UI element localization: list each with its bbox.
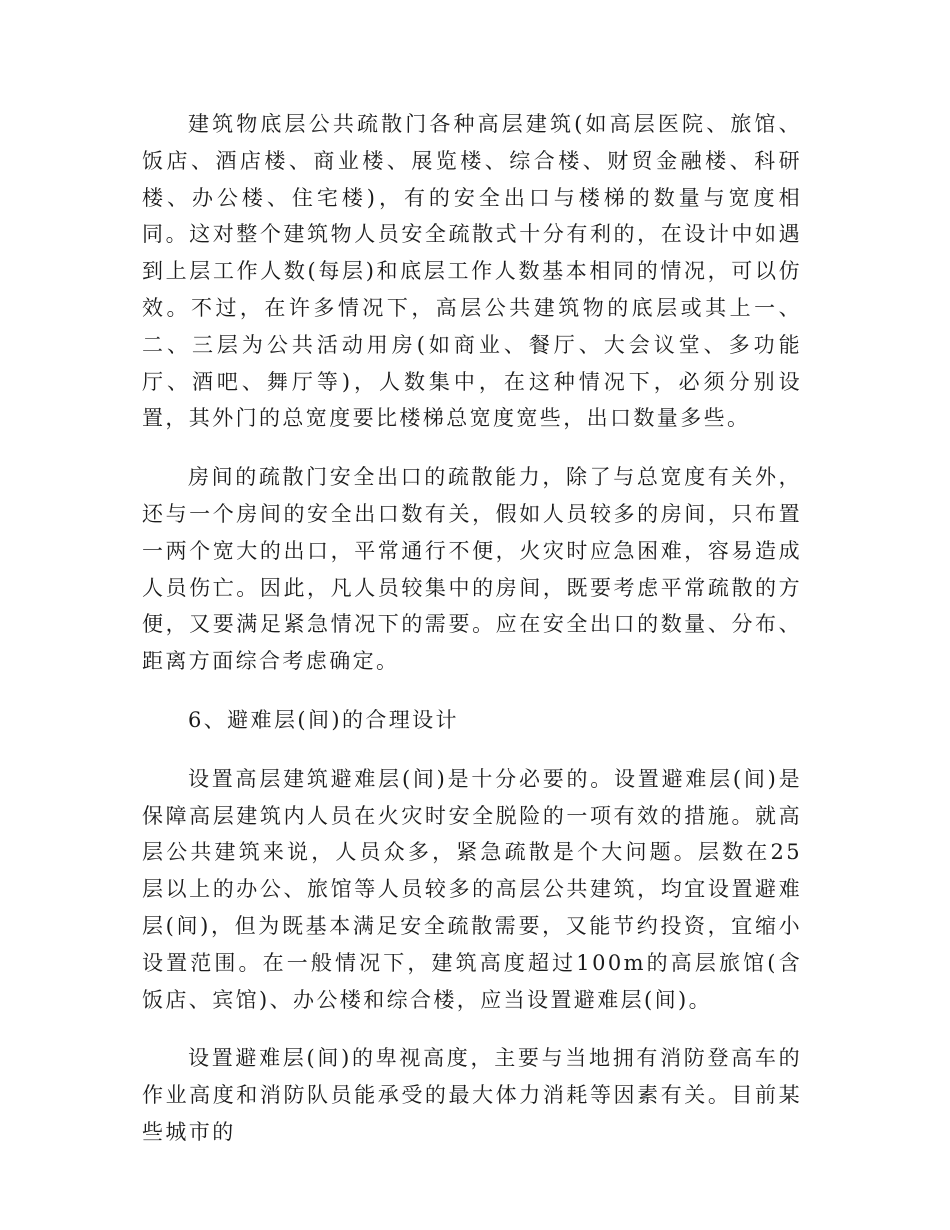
document-page <box>142 106 802 1151</box>
paragraph-refuge-floor-height: 设置避难层(间)的卑视高度，主要与当地拥有消防登高车的作业高度和消防队员能承受的最大体力消耗等因素有关。目前某些城市的 <box>142 1046 802 1144</box>
section-heading-refuge-floor: 6、避难层(间)的合理设计 <box>188 707 459 732</box>
paragraph-evacuation-doors: 建筑物底层公共疏散门各种高层建筑(如高层医院、旅馆、饭店、酒店楼、商业楼、展览楼、综合楼、财贸金融楼、科研楼、办公楼、住宅楼)，有的安全出口与楼梯的数量与宽度相同。这对整个建筑物人员安全疏散式十分有利的，在设计中如遇到上层工作人数(每层)和底层工作人数基本相同的情况，可以仿效。不过，在许多情况下，高层公共建筑物的底层或其上一、二、三层为公共活动用房(如商业、餐厅、大会议堂、多功能厅、酒吧、舞厅等)，人数集中，在这种情况下，必须分别设置，其外门的总宽度要比楼梯总宽度宽些，出口数量多些。 <box>142 112 802 431</box>
paragraph-refuge-floor-necessity: 设置高层建筑避难层(间)是十分必要的。设置避难层(间)是保障高层建筑内人员在火灾时安全脱险的一项有效的措施。就高层公共建筑来说，人员众多，紧急疏散是个大问题。层数在25层以上的办公、旅馆等人员较多的高层公共建筑，均宜设置避难层(间)，但为既基本满足安全疏散需要，又能节约投资，宜缩小设置范围。在一般情况下，建筑高度超过100m的高层旅馆(含饭店、宾馆)、办公楼和综合楼，应当设置避难层(间)。 <box>142 766 802 1012</box>
paragraph-room-exits: 房间的疏散门安全出口的疏散能力，除了与总宽度有关外，还与一个房间的安全出口数有关，假如人员较多的房间，只布置一两个宽大的出口，平常通行不便，火灾时应急困难，容易造成人员伤亡。因此，凡人员较集中的房间，既要考虑平常疏散的方便，又要满足紧急情况下的需要。应在安全出口的数量、分布、距离方面综合考虑确定。 <box>142 465 802 674</box>
